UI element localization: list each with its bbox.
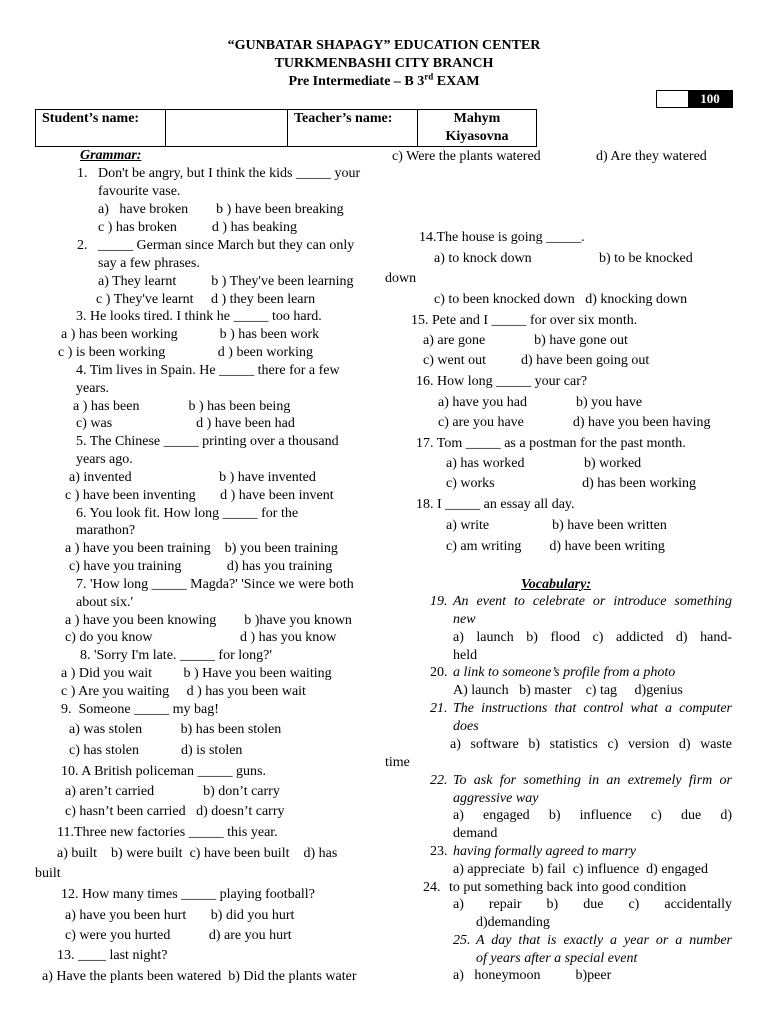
q23-number: 23. [430,844,448,859]
q6-text-cont: marathon? [76,523,136,538]
info-table [35,109,537,147]
q9-options-cd: c) has stolen d) is stolen [69,743,243,758]
q25-text: A day that is exactly a year or a number [476,933,732,948]
q10-options-ab: a) aren’t carried b) don’t carry [65,784,280,799]
q14-option-a: a) to knock down [434,251,532,266]
q7-text-cont: about six.' [76,595,133,610]
q19-text: An event to celebrate or introduce something [453,594,732,609]
q24-options: a) repair b) due c) accidentally [453,897,732,912]
q23-options: a) appreciate b) fail c) influence d) engaged [453,862,708,877]
q22-text: To ask for something in an extremely firm or [453,773,732,788]
q20-options: A) launch b) master c) tag d)genius [453,683,683,698]
student-name-field[interactable] [166,110,288,147]
q5-options-ab: a) invented b ) have invented [69,470,316,485]
q1-text: 1. Don't be angry, but I think the kids _____ your [77,166,361,181]
q2-text: 2. _____ German since March but they can only [77,238,355,253]
q22-number: 22. [430,773,448,788]
q24-text: to put something back into good condition [449,880,687,895]
q20-text: a link to someone’s profile from a photo [453,665,676,680]
q19-options-cont: held [453,648,478,663]
q21-options-cont: time [385,755,410,770]
q11-options: a) built b) were built c) have been built d) has [57,846,338,861]
q21-text-cont: does [453,719,479,734]
q2-options-cd: c ) They've learnt d ) they been learn [96,292,316,307]
score-value: 100 [688,91,732,107]
q15-options-cd: c) went out d) have been going out [423,353,650,368]
q8-options-ab: a ) Did you wait b ) Have you been waiting [61,666,332,681]
q15-options-ab: a) are gone b) have gone out [423,333,628,348]
q14-option-b-cont: down [385,271,417,286]
q19-options: a) launch b) flood c) addicted d) hand- [453,630,732,645]
q17-text: 17. Tom _____ as a postman for the past month. [416,436,686,451]
q21-number: 21. [430,701,448,716]
q21-options: a) software b) statistics c) version d) waste [450,737,732,752]
q22-options-cont: demand [453,826,498,841]
q1-options-cd: c ) has broken d ) has beaking [98,220,298,235]
q4-text-cont: years. [76,381,110,396]
q5-text-cont: years ago. [76,452,133,467]
q5-options-cd: c ) have been inventing d ) have been invent [65,488,334,503]
school-name: “GUNBATAR SHAPAGY” EDUCATION CENTER [227,38,541,53]
q18-text: 18. I _____ an essay all day. [416,497,575,512]
q18-options-ab: a) write b) have been written [446,518,667,533]
q2-text-cont: say a few phrases. [98,256,200,271]
q6-options-cd: c) have you training d) has you training [69,559,333,574]
q7-options-ab: a ) have you been knowing b )have you known [65,613,352,628]
q24-options-cont: d)demanding [476,915,550,930]
q25-options: a) honeymoon b)peer [453,968,612,983]
teacher-name: Mahym Kiyasovna [418,110,537,147]
q9-options-ab: a) was stolen b) has been stolen [69,722,282,737]
q14-options-cd: c) to been knocked down d) knocking down [434,292,688,307]
teacher-label: Teacher’s name: [288,110,418,147]
q13-options-ab: a) Have the plants been watered b) Did the plants water [42,969,357,984]
grammar-heading: Grammar: [80,148,142,163]
q18-options-cd: c) am writing d) have been writing [446,539,665,554]
q1-text-cont: favourite vase. [98,184,181,199]
q25-text-cont: of years after a special event [476,951,638,966]
student-label: Student’s name: [36,110,166,147]
q16-options-ab: a) have you had b) you have [438,395,643,410]
q8-options-cd: c ) Are you waiting d ) has you been wait [61,684,306,699]
q19-text-cont: new [453,612,476,627]
q4-options-ab: a ) has been b ) has been being [73,399,291,414]
vocabulary-heading: Vocabulary: [521,577,591,592]
q7-text: 7. 'How long _____ Magda?' 'Since we were both [76,577,354,592]
q11-options-cont: built [35,866,61,881]
q3-options-ab: a ) has been working b ) has been work [61,327,320,342]
exam-title: Pre Intermediate – B 3rd EXAM [288,71,480,89]
q15-text: 15. Pete and I _____ for over six month. [411,313,638,328]
q14-option-b: b) to be knocked [599,251,693,266]
q13-text: 13. ____ last night? [57,948,168,963]
q2-options-ab: a) They learnt b ) They've been learning [98,274,354,289]
q12-options-cd: c) were you hurted d) are you hurt [65,928,292,943]
q6-options-ab: a ) have you been training b) you been training [65,541,338,556]
q20-number: 20. [430,665,448,680]
q14-text: 14.The house is going _____. [419,230,585,245]
q17-options-cd: c) works d) has been working [446,476,697,491]
q25-number: 25. [453,933,471,948]
q9-text: 9. Someone _____ my bag! [61,702,219,717]
q4-options-cd: c) was d ) have been had [76,416,295,431]
q13-option-c: c) Were the plants watered [392,149,541,164]
q5-text: 5. The Chinese _____ printing over a thousand [76,434,339,449]
q11-text: 11.Three new factories _____ this year. [57,825,278,840]
score-box [656,90,733,108]
q12-options-ab: a) have you been hurt b) did you hurt [65,908,295,923]
q12-text: 12. How many times _____ playing football? [61,887,315,902]
q23-text: having formally agreed to marry [453,844,637,859]
q13-option-d: d) Are they watered [596,149,707,164]
q4-text: 4. Tim lives in Spain. He _____ there for a few [76,363,340,378]
q16-text: 16. How long _____ your car? [416,374,588,389]
q22-text-cont: aggressive way [453,791,539,806]
branch-name: TURKMENBASHI CITY BRANCH [274,56,494,71]
q1-options-ab: a) have broken b ) have been breaking [98,202,344,217]
q24-number: 24. [423,880,441,895]
q8-text: 8. 'Sorry I'm late. _____ for long?' [80,648,272,663]
q10-text: 10. A British policeman _____ guns. [61,764,266,779]
q21-text: The instructions that control what a computer [453,701,732,716]
q17-options-ab: a) has worked b) worked [446,456,642,471]
q22-options: a) engaged b) influence c) due d) [453,808,732,823]
q16-options-cd: c) are you have d) have you been having [438,415,711,430]
q10-options-cd: c) hasn’t been carried d) doesn’t carry [65,804,285,819]
q19-number: 19. [430,594,448,609]
q7-options-cd: c) do you know d ) has you know [65,630,337,645]
q6-text: 6. You look fit. How long _____ for the [76,506,299,521]
q3-options-cd: c ) is been working d ) been working [58,345,314,360]
q3-text: 3. He looks tired. I think he _____ too hard. [76,309,322,324]
